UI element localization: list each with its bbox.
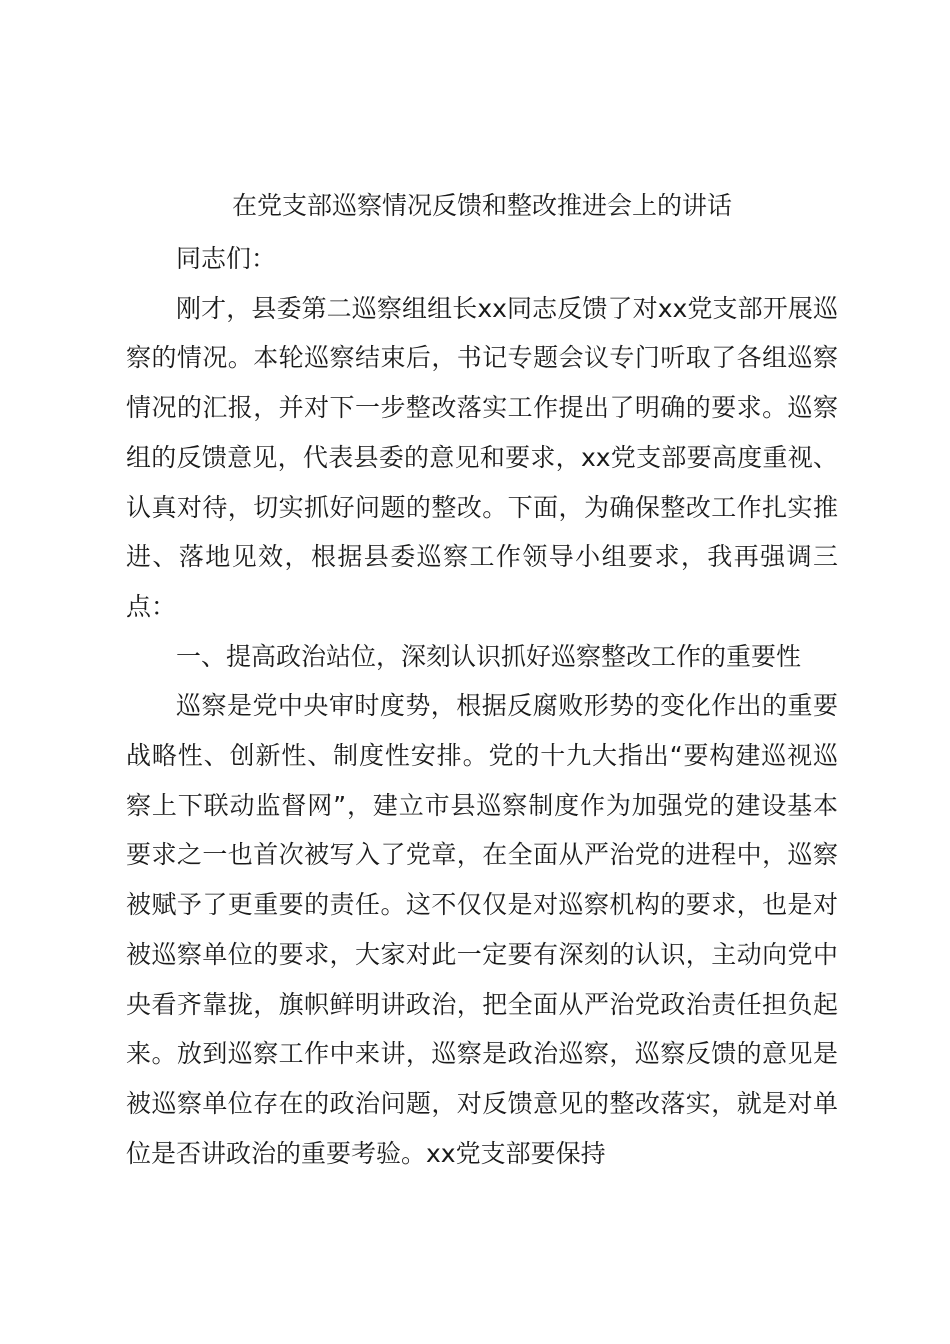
document-body xyxy=(126,234,838,1178)
paragraph-section-1: 巡察是党中央审时度势，根据反腐败形势的变化作出的重要战略性、创新性、制度性安排。党的十九大指出“要构建巡视巡察上下联动监督网”，建立市县巡察制度作为加强党的建设基本要求之一也首次被写入了党章，在全面从严治党的进程中，巡察被赋予了更重要的责任。这不仅仅是对巡察机构的要求，也是对被巡察单位的要求，大家对此一定要有深刻的认识，主动向党中央看齐靠拢，旗帜鲜明讲政治，把全面从严治党政治责任担负起来。放到巡察工作中来讲，巡察是政治巡察，巡察反馈的意见是被巡察单位存在的政治问题，对反馈意见的整改落实，就是对单位是否讲政治的重要考验。xx党支部要保持 xyxy=(126,691,838,1168)
section-heading-1: 一、提高政治站位，深刻认识抓好巡察整改工作的重要性 xyxy=(176,641,802,671)
salutation: 同志们： xyxy=(176,244,277,273)
paragraph-intro: 刚才，县委第二巡察组组长xx同志反馈了对xx党支部开展巡察的情况。本轮巡察结束后，书记专题会议专门听取了各组巡察情况的汇报，并对下一步整改落实工作提出了明确的要求。巡察组的反馈意见，代表县委的意见和要求，xx党支部要高度重视、认真对待，切实抓好问题的整改。下面，为确保整改工作扎实推进、落地见效，根据县委巡察工作领导小组要求，我再强调三点： xyxy=(126,293,838,621)
document-title: 在党支部巡察情况反馈和整改推进会上的讲话 xyxy=(231,191,732,220)
